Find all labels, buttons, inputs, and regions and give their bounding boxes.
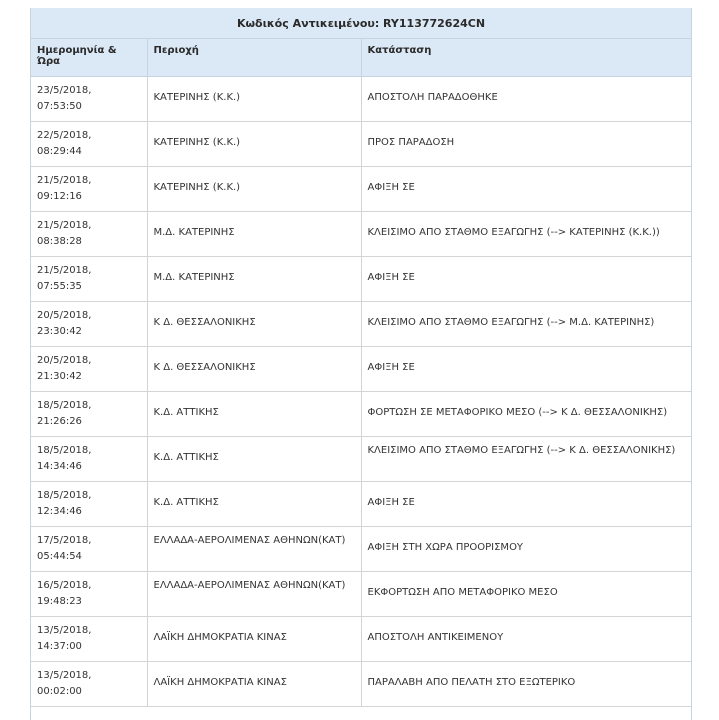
status-cell: ΑΠΟΣΤΟΛΗ ΑΝΤΙΚΕΙΜΕΝΟΥ (361, 617, 691, 662)
date-cell (31, 437, 147, 482)
table-row (31, 347, 691, 392)
area-cell: Μ.Δ. ΚΑΤΕΡΙΝΗΣ (147, 212, 361, 257)
area-cell: ΛΑΪΚΗ ΔΗΜΟΚΡΑΤΙΑ ΚΙΝΑΣ (147, 662, 361, 707)
date-value: 22/5/2018, (37, 130, 92, 141)
time-value: 05:44:54 (37, 551, 82, 562)
tracking-panel (30, 8, 692, 720)
date-cell (31, 77, 147, 122)
status-cell: ΑΦΙΞΗ ΣΕ (361, 482, 691, 527)
table-row (31, 77, 691, 122)
date-cell (31, 167, 147, 212)
column-header-area: Περιοχή (147, 39, 361, 77)
table-row (31, 482, 691, 527)
time-value: 21:30:42 (37, 371, 82, 382)
date-value: 18/5/2018, (37, 490, 92, 501)
table-header-row (31, 39, 691, 77)
time-value: 00:02:00 (37, 686, 82, 697)
time-value: 07:55:35 (37, 281, 82, 292)
status-cell: ΠΑΡΑΛΑΒΗ ΑΠΟ ΠΕΛΑΤΗ ΣΤΟ ΕΞΩΤΕΡΙΚΟ (361, 662, 691, 707)
time-value: 21:26:26 (37, 416, 82, 427)
date-cell (31, 482, 147, 527)
date-cell (31, 392, 147, 437)
date-value: 21/5/2018, (37, 265, 92, 276)
time-value: 07:53:50 (37, 101, 82, 112)
area-cell: Κ.Δ. ΑΤΤΙΚΗΣ (147, 482, 361, 527)
table-row (31, 437, 691, 482)
date-cell (31, 212, 147, 257)
area-cell: ΚΑΤΕΡΙΝΗΣ (Κ.Κ.) (147, 122, 361, 167)
area-cell: ΚΑΤΕΡΙΝΗΣ (Κ.Κ.) (147, 77, 361, 122)
time-value: 08:29:44 (37, 146, 82, 157)
table-row (31, 122, 691, 167)
table-row (31, 302, 691, 347)
table-row (31, 167, 691, 212)
area-cell: ΚΑΤΕΡΙΝΗΣ (Κ.Κ.) (147, 167, 361, 212)
area-cell: Κ.Δ. ΑΤΤΙΚΗΣ (147, 392, 361, 437)
time-value: 09:12:16 (37, 191, 82, 202)
date-value: 23/5/2018, (37, 85, 92, 96)
date-value: 18/5/2018, (37, 400, 92, 411)
time-value: 19:48:23 (37, 596, 82, 607)
date-value: 13/5/2018, (37, 625, 92, 636)
column-header-status: Κατάσταση (361, 39, 691, 77)
date-value: 18/5/2018, (37, 445, 92, 456)
date-cell (31, 527, 147, 572)
time-value: 08:38:28 (37, 236, 82, 247)
status-cell: ΑΦΙΞΗ ΣΤΗ ΧΩΡΑ ΠΡΟΟΡΙΣΜΟΥ (361, 527, 691, 572)
date-cell (31, 122, 147, 167)
date-value: 21/5/2018, (37, 220, 92, 231)
status-cell: ΑΠΟΣΤΟΛΗ ΠΑΡΑΔΟΘΗΚΕ (361, 77, 691, 122)
status-cell: ΚΛΕΙΣΙΜΟ ΑΠΟ ΣΤΑΘΜΟ ΕΞΑΓΩΓΗΣ (--> ΚΑΤΕΡΙΝΗΣ (Κ.Κ.)) (361, 212, 691, 257)
area-cell: ΕΛΛΑΔΑ-ΑΕΡΟΛΙΜΕΝΑΣ ΑΘΗΝΩΝ(ΚΑΤ) (147, 527, 361, 572)
status-cell: ΕΚΦΟΡΤΩΣΗ ΑΠΟ ΜΕΤΑΦΟΡΙΚΟ ΜΕΣΟ (361, 572, 691, 617)
status-cell: ΠΡΟΣ ΠΑΡΑΔΟΣΗ (361, 122, 691, 167)
tracking-rows (31, 77, 691, 707)
table-row (31, 617, 691, 662)
table-row (31, 212, 691, 257)
table-row (31, 527, 691, 572)
column-header-date: Ημερομηνία & Ώρα (31, 39, 147, 77)
status-cell: ΚΛΕΙΣΙΜΟ ΑΠΟ ΣΤΑΘΜΟ ΕΞΑΓΩΓΗΣ (--> Κ Δ. ΘΕΣΣΑΛΟΝΙΚΗΣ) (361, 437, 691, 482)
date-cell (31, 617, 147, 662)
table-row (31, 257, 691, 302)
date-value: 20/5/2018, (37, 310, 92, 321)
status-cell: ΑΦΙΞΗ ΣΕ (361, 167, 691, 212)
date-cell (31, 572, 147, 617)
status-cell: ΑΦΙΞΗ ΣΕ (361, 347, 691, 392)
status-cell: ΚΛΕΙΣΙΜΟ ΑΠΟ ΣΤΑΘΜΟ ΕΞΑΓΩΓΗΣ (--> Μ.Δ. ΚΑΤΕΡΙΝΗΣ) (361, 302, 691, 347)
time-value: 23:30:42 (37, 326, 82, 337)
area-cell: Κ Δ. ΘΕΣΣΑΛΟΝΙΚΗΣ (147, 347, 361, 392)
date-value: 21/5/2018, (37, 175, 92, 186)
date-cell (31, 257, 147, 302)
table-row (31, 572, 691, 617)
status-cell: ΦΟΡΤΩΣΗ ΣΕ ΜΕΤΑΦΟΡΙΚΟ ΜΕΣΟ (--> Κ Δ. ΘΕΣΣΑΛΟΝΙΚΗΣ) (361, 392, 691, 437)
tracking-table (31, 8, 691, 707)
date-cell (31, 662, 147, 707)
area-cell: Κ.Δ. ΑΤΤΙΚΗΣ (147, 437, 361, 482)
date-value: 13/5/2018, (37, 670, 92, 681)
date-value: 20/5/2018, (37, 355, 92, 366)
area-cell: ΛΑΪΚΗ ΔΗΜΟΚΡΑΤΙΑ ΚΙΝΑΣ (147, 617, 361, 662)
area-cell: ΕΛΛΑΔΑ-ΑΕΡΟΛΙΜΕΝΑΣ ΑΘΗΝΩΝ(ΚΑΤ) (147, 572, 361, 617)
area-cell: Μ.Δ. ΚΑΤΕΡΙΝΗΣ (147, 257, 361, 302)
date-cell (31, 347, 147, 392)
time-value: 14:37:00 (37, 641, 82, 652)
table-row (31, 662, 691, 707)
date-value: 16/5/2018, (37, 580, 92, 591)
date-cell (31, 302, 147, 347)
time-value: 12:34:46 (37, 506, 82, 517)
status-cell: ΑΦΙΞΗ ΣΕ (361, 257, 691, 302)
area-cell: Κ Δ. ΘΕΣΣΑΛΟΝΙΚΗΣ (147, 302, 361, 347)
item-code-title: Κωδικός Αντικειμένου: RY113772624CN (31, 8, 691, 39)
time-value: 14:34:46 (37, 461, 82, 472)
table-row (31, 392, 691, 437)
date-value: 17/5/2018, (37, 535, 92, 546)
